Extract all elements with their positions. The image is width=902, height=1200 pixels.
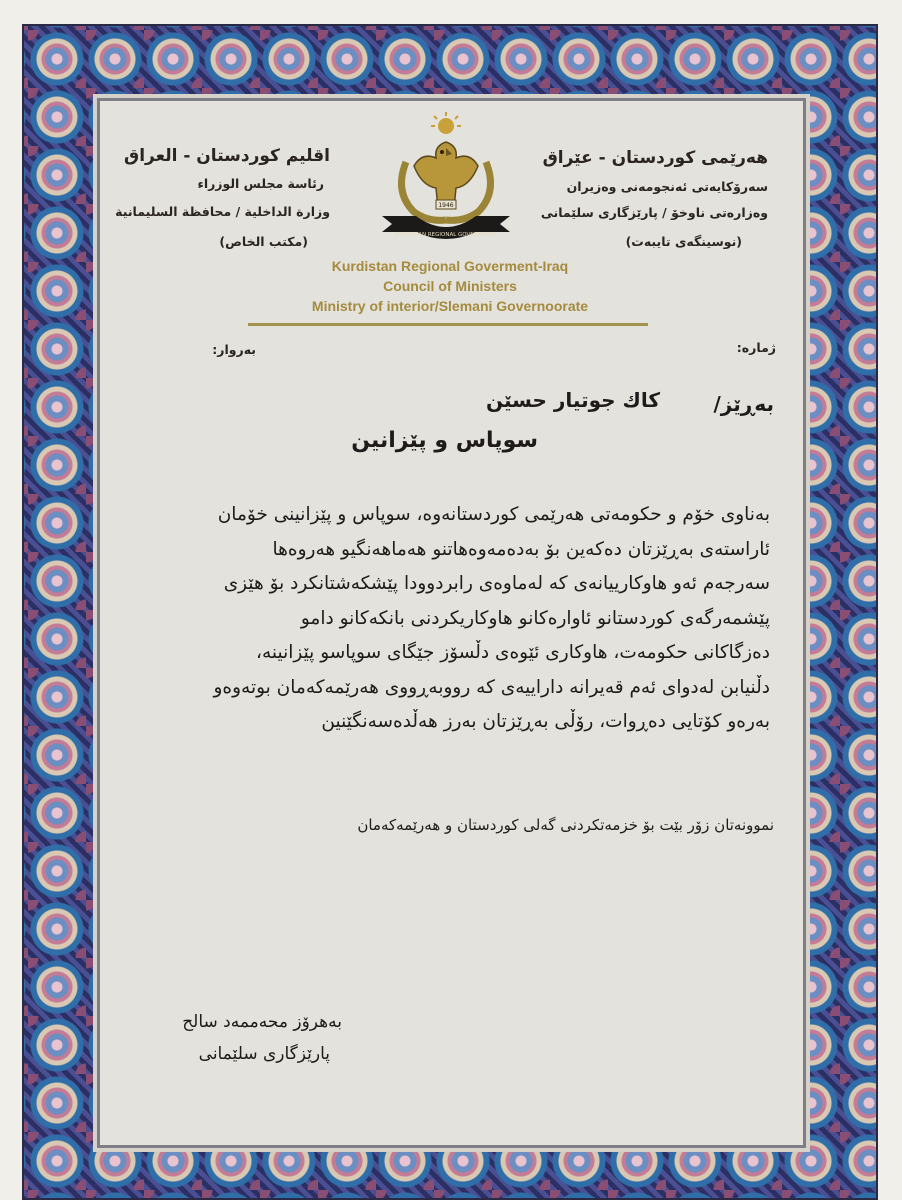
body-line: بەناوی خۆم و حکومەتی هەرێمی کوردستانەوە، سوپاس و پێزانینی خۆمان <box>217 504 770 525</box>
header-arabic-line4: (مكتب الخاص) <box>219 234 308 249</box>
header-kurdish-line4: (نوسینگەی تایبەت) <box>625 234 742 249</box>
signature-name: بەهرۆز محەممەد سالح <box>182 1012 342 1032</box>
kurdistan-eagle-emblem-icon <box>376 112 516 242</box>
emblem-year: 1946 <box>438 202 454 209</box>
body-line: بەرەو کۆتایی دەڕوات، رۆڵی بەڕێزتان بەرز هەڵدەسەنگێنین <box>321 711 770 732</box>
english-header-line1: Kurdistan Regional Goverment-Iraq <box>331 258 569 274</box>
english-header-line3: Ministry of interior/Slemani Governoorate <box>311 298 589 314</box>
body-line: دەزگاکانی حکومەت، هاوکاری ئێوەی دڵسۆز جێگای سوپاسو پێزانینە، <box>256 642 770 663</box>
header-kurdish-line3: وەزارەتی ناوخۆ / پارێزگاری سلێمانی <box>540 205 768 220</box>
number-label: ژمارە: <box>736 340 776 355</box>
recipient-prefix: بەڕێز/ <box>713 392 774 416</box>
date-label: بەروار: <box>212 342 256 357</box>
subject-title: سوپاس و پێزانین <box>351 428 538 453</box>
body-line: سەرجەم ئەو هاوکارییانەی کە لەماوەی رابردوودا پێشکەشتانکرد بۆ هێزی <box>223 573 770 594</box>
body-line: پێشمەرگەی کوردستانو ئاوارەکانو هاوکاریکردنی بانکەکانو دامو <box>300 607 770 629</box>
emblem-inscription: KURDISTAN REGIONAL GOVERNMENT <box>394 232 498 238</box>
header-kurdish-line1: هەرێمی کوردستان - عێراق <box>542 148 768 168</box>
closing-line: نموونەتان زۆر بێت بۆ خزمەتکردنی گەلی کوردستان و هەرێمەکەمان <box>357 816 774 834</box>
body-line: ئاراستەی بەڕێزتان دەکەین بۆ بەدەمەوەهاتنو هەماهەنگیو هەروەها <box>272 538 770 560</box>
header-kurdish-line2: سەرۆکایەتی ئەنجومەنی وەزیران <box>566 179 768 194</box>
header-arabic-line2: رئاسة مجلس الوزراء <box>197 176 324 191</box>
recipient-name: کاك جوتیار حسێن <box>486 388 660 412</box>
header-divider <box>248 323 648 326</box>
body-paragraph <box>122 498 770 740</box>
body-line: دڵنیابن لەدوای ئەم قەیرانە داراییەی کە رووبەڕووی هەرێمەکەمان بوتەوەو <box>213 676 770 698</box>
english-header-line2: Council of Ministers <box>383 278 517 294</box>
header-arabic-line1: اقليم كوردستان - العراق <box>124 146 330 166</box>
header-arabic-line3: وزارة الداخلية / محافظة السليمانية <box>115 204 330 219</box>
signature-title: پارێزگاری سلێمانی <box>198 1044 330 1064</box>
